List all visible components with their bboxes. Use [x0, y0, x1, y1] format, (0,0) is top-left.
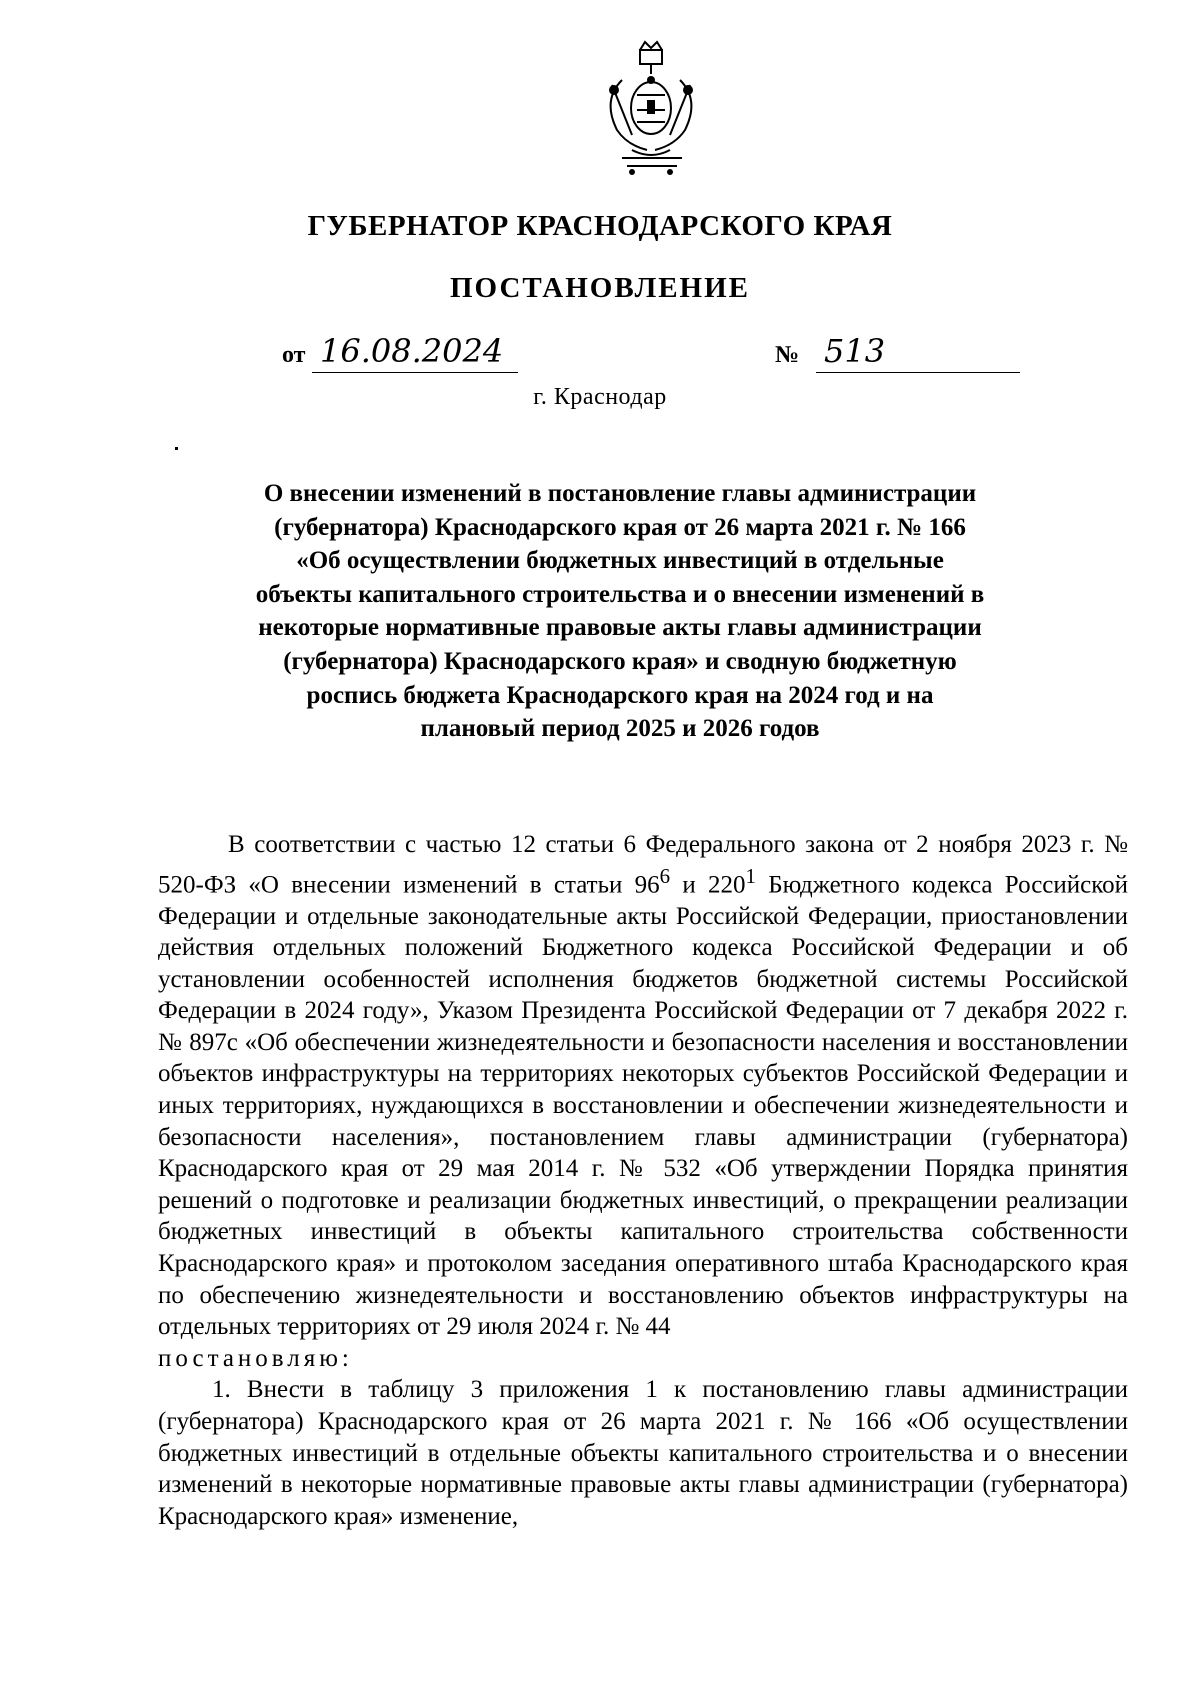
document-number: 513: [816, 330, 1020, 373]
document-body: [158, 829, 1128, 1532]
paragraph-preamble: [158, 829, 1128, 1374]
preamble-text-a: В соответствии с частью 12 статьи 6 Федерального закона от 2 ноября 2023 г. № 520-ФЗ «О внесении изменений в статьи 96: [158, 831, 1128, 898]
date-number-row: [0, 330, 1200, 380]
stray-mark: [175, 447, 178, 450]
city: г. Краснодар: [533, 384, 667, 410]
issuing-authority: ГУБЕРНАТОР КРАСНОДАРСКОГО КРАЯ: [307, 210, 893, 242]
document-date: 16.08.2024: [312, 330, 518, 373]
date-label: от: [282, 342, 306, 368]
document-type: ПОСТАНОВЛЕНИЕ: [449, 272, 750, 304]
preamble-text-b: и 220: [670, 870, 746, 898]
document-title: О внесении изменений в постановление главы администрации (губернатора) Краснодарского края от 26 марта 2021 г. № 166 «Об осуществлении бюджетных инвестиций в отдельные объекты капитального строительства и о внесении изменений в некоторые нормативные правовые акты главы администрации (губернатора) Краснодарского края» и сводную бюджетную роспись бюджета Краснодарского края на 2024 год и на плановый период 2025 и 2026 годов: [255, 480, 985, 743]
superscript-6: 6: [659, 863, 671, 888]
resolve-word: постановляю:: [158, 1344, 353, 1372]
paragraph-item-1: 1. Внести в таблицу 3 приложения 1 к постановлению главы администрации (губернатора) Краснодарского края от 26 марта 2021 г. № 166 «Об осуществлении бюджетных инвестиций в отдельные объекты капитального строительства и о внесении изменений в некоторые нормативные правовые акты главы администрации (губернатора) Краснодарского края» изменение,: [158, 1376, 1128, 1530]
number-label: №: [775, 342, 800, 368]
preamble-text-c: Бюджетного кодекса Российской Федерации и отдельные законодательные акты Российской Федерации, приостановлении действия отдельных положений Бюджетного кодекса Российской Федерации и об установлении особенностей исполнения бюджетов бюджетной системы Российской Федерации в 2024 году», Указом Президента Российской Федерации от 7 декабря 2022 г. № 897с «Об обеспечении жизнедеятельности и безопасности населения и восстановлении объектов инфраструктуры на территориях некоторых субъектов Российской Федерации и иных территориях, нуждающихся в восстановлении и обеспечении жизнедеятельности и безопасности населения», постановлением главы администрации (губернатора) Краснодарского края от 29 мая 2014 г. № 532 «Об утверждении Порядка принятия решений о подготовке и реализации бюджетных инвестиций, о прекращении реализации бюджетных инвестиций в объекты капитального строительства собственности Краснодарского края» и протоколом заседания оперативного штаба Краснодарского края по обеспечению жизнедеятельности и восстановлению объектов инфраструктуры на отдельных территориях от 29 июля 2024 г. № 44: [158, 870, 1128, 1341]
superscript-1: 1: [745, 863, 756, 888]
coat-of-arms-icon: [592, 40, 712, 180]
